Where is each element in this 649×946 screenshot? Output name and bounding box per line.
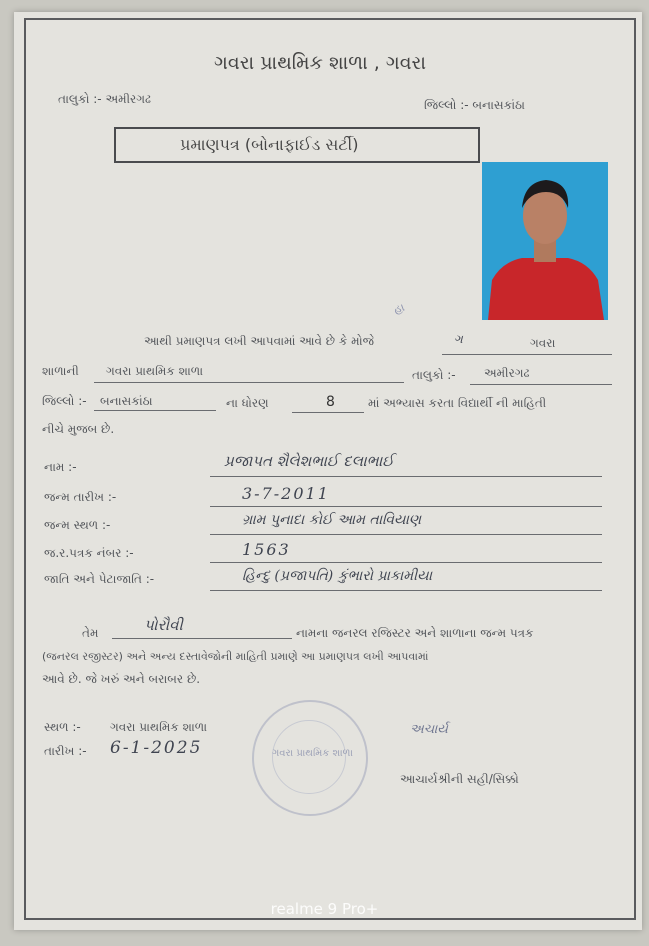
closing-line2: (જનરલ રજીસ્ટર) અને અન્ય દસ્તાવેજોની માહિતી પ્રમાણે આ પ્રમાણપત્ર લખી આપવામાં <box>42 650 429 663</box>
school-seal-text: ગવરા પ્રાથમિક શાળા <box>272 748 353 759</box>
certificate-sheet <box>14 12 642 930</box>
study-text: માં અભ્યાસ કરતા વિદ્યાર્થી ની માહિતી <box>368 396 547 410</box>
district-line <box>94 410 216 411</box>
photo-attest-mark: હા <box>391 300 407 317</box>
title-box <box>114 127 480 163</box>
closing-handwritten: પોરૌવી <box>144 616 183 634</box>
header-district: જિલ્લો :- બનાસકાંઠા <box>424 98 525 112</box>
field-name-line <box>210 476 602 477</box>
district-label: જિલ્લો :- <box>42 394 87 408</box>
field-birthplace-value: ગ્રામ પુનાદા કોઈ આમ તાવિયાણ <box>242 512 422 528</box>
std-value: 8 <box>326 394 335 410</box>
closing-line3: આવે છે. જે ખરું અને બરાબર છે. <box>42 672 201 686</box>
field-name-value: પ્રજાપત શૈલેશભાઈ દલાભાઈ <box>224 452 394 470</box>
school-line <box>94 382 404 383</box>
taluka-value: અમીરગઢ <box>484 366 530 380</box>
field-caste-value: હિન્દુ (પ્રજાપતિ) કુંભારો પ્રાકામીયા <box>242 568 433 584</box>
certificate-title: પ્રમાણપત્ર (બોનાફાઈડ સર્ટી) <box>180 135 359 154</box>
place-label: સ્થળ :- <box>44 720 81 734</box>
school-heading: ગવરા પ્રાથમિક શાળા , ગવરા <box>214 52 427 74</box>
field-birthplace-label: જન્મ સ્થળ :- <box>44 518 111 532</box>
intro-text: આથી પ્રમાણપત્ર લખી આપવામાં આવે છે કે મોજે <box>144 334 374 348</box>
principal-label: આચાર્યશ્રીની સહી/સિક્કો <box>400 772 519 786</box>
closing-prefix: તેમ <box>82 626 99 640</box>
field-dob-line <box>210 506 602 507</box>
field-dob-value: 3-7-2011 <box>242 484 330 503</box>
place-value: ગવરા પ્રાથમિક શાળા <box>110 720 208 734</box>
district-value: બનાસકાંઠા <box>100 394 153 408</box>
taluka-label: તાલુકો :- <box>412 368 456 382</box>
village-prefix: ગ <box>454 332 463 346</box>
date-label: તારીખ :- <box>44 744 87 758</box>
below-text: નીચે મુજબ છે. <box>42 422 115 436</box>
school-seal <box>252 700 368 816</box>
field-caste-line <box>210 590 602 591</box>
closing-line <box>112 638 292 639</box>
field-birthplace-line <box>210 534 602 535</box>
header-taluka: તાલુકો :- અમીરગઢ <box>58 92 151 106</box>
camera-watermark: realme 9 Pro+ <box>270 900 379 918</box>
field-caste-label: જાતિ અને પેટાજાતિ :- <box>44 572 155 586</box>
village-value: ગવરા <box>530 336 556 350</box>
student-photo <box>482 162 608 320</box>
std-label: ના ધોરણ <box>226 396 269 410</box>
closing-line1: નામના જનરલ રજિસ્ટર અને શાળાના જન્મ પત્રક <box>296 626 534 640</box>
field-register-value: 1563 <box>242 540 291 559</box>
student-photo-image <box>482 162 608 320</box>
taluka-line <box>470 384 612 385</box>
std-line <box>292 412 364 413</box>
village-line <box>442 354 612 355</box>
school-value: ગવરા પ્રાથમિક શાળા <box>106 364 204 378</box>
field-register-label: જ.ર.પત્રક નંબર :- <box>44 546 134 560</box>
date-value: 6-1-2025 <box>110 738 203 758</box>
field-dob-label: જન્મ તારીખ :- <box>44 490 117 504</box>
field-register-line <box>210 562 602 563</box>
field-name-label: નામ :- <box>44 460 77 474</box>
school-label: શાળાની <box>42 364 79 378</box>
principal-signature: અચાર્ય <box>410 722 448 737</box>
